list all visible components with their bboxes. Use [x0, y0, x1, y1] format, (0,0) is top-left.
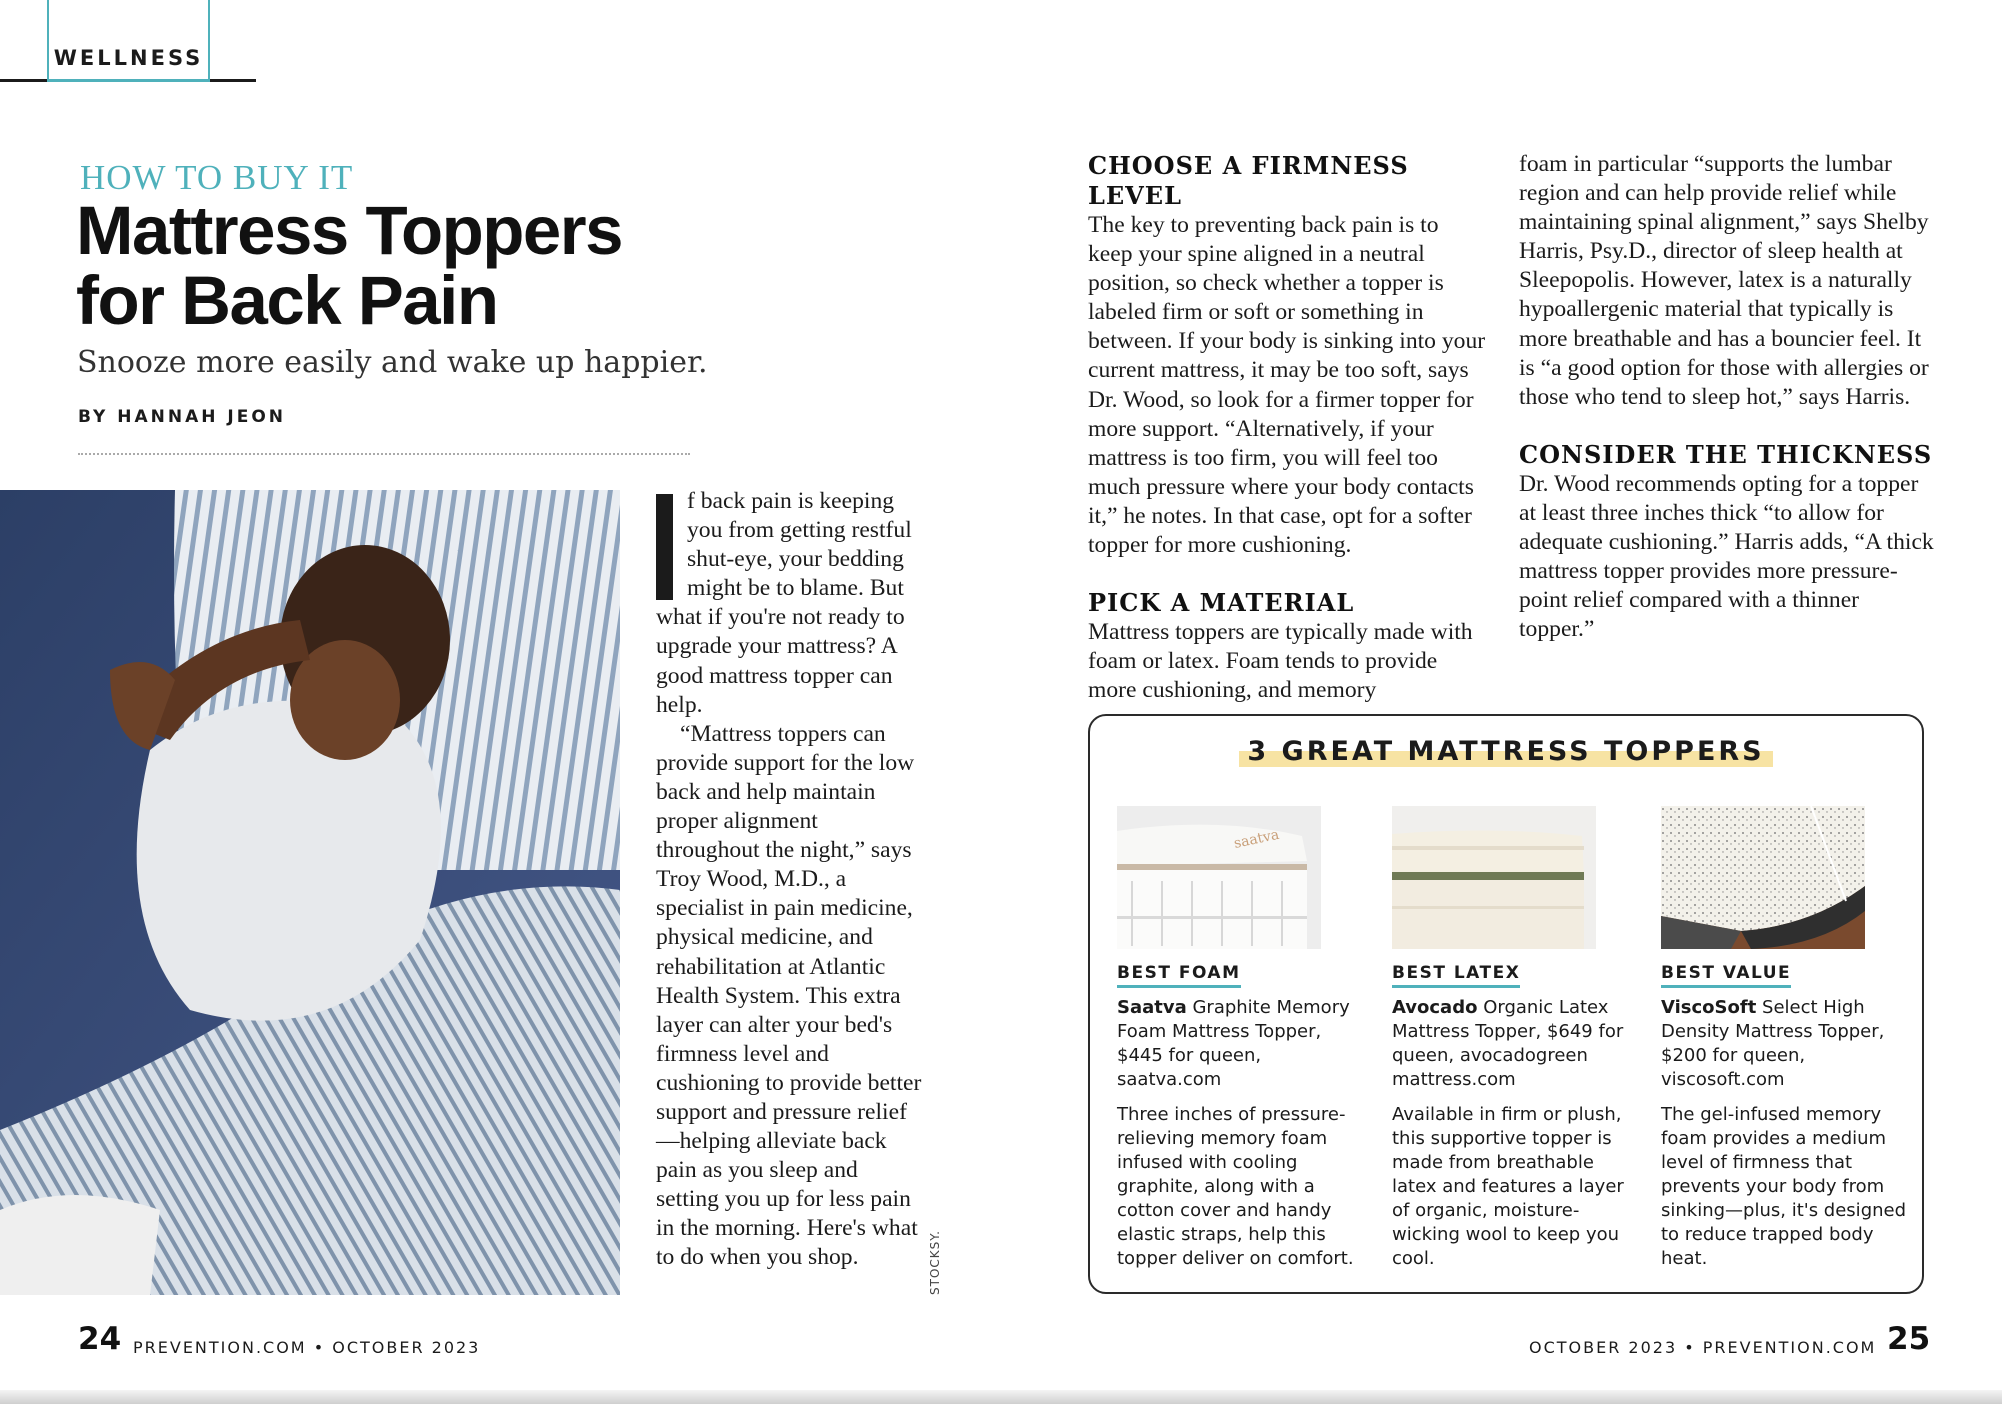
product-image-value — [1661, 806, 1865, 949]
product-card-foam — [1117, 806, 1369, 1271]
gel-topper-illustration — [1661, 806, 1865, 949]
heading-firmness: CHOOSE A FIRMNESS LEVEL — [1088, 151, 1409, 210]
product-brand-latex: Avocado — [1392, 997, 1478, 1018]
product-label-latex: BEST LATEX — [1392, 963, 1520, 988]
svg-text:saatva: saatva — [1232, 826, 1281, 852]
product-desc-value: The gel-infused memory foam provides a medium level of firmness that prevents your body from sinking—plus, it's designed to reduce trapped body heat. — [1661, 1104, 1907, 1269]
foam-topper-illustration — [1117, 806, 1321, 949]
page-number-left: 24 — [78, 1321, 122, 1357]
article-byline: BY HANNAH JEON — [78, 407, 287, 427]
product-box — [1088, 714, 1924, 1294]
product-label-foam: BEST FOAM — [1117, 963, 1241, 988]
hero-photo — [0, 490, 620, 1295]
page-bottom-shadow — [0, 1390, 2002, 1404]
heading-thickness: CONSIDER THE THICKNESS — [1519, 439, 1933, 469]
latex-topper-illustration — [1392, 806, 1596, 949]
product-brand-value: ViscoSoft — [1661, 997, 1757, 1018]
heading-material: PICK A MATERIAL — [1088, 588, 1355, 618]
footer-right-text: OCTOBER 2023 • PREVENTION.COM — [1529, 1338, 1877, 1357]
product-image-foam — [1117, 806, 1321, 949]
article-dek: Snooze more easily and wake up happier. — [77, 345, 708, 380]
right-column — [1519, 150, 1939, 644]
section-tag — [47, 0, 210, 82]
article-kicker: HOW TO BUY IT — [80, 158, 354, 197]
product-card-value — [1661, 806, 1913, 1271]
product-name-latex: Avocado Organic Latex Mattress Topper, $649 for queen, avocadogreen mattress.com — [1392, 997, 1624, 1090]
product-brand-foam: Saatva — [1117, 997, 1187, 1018]
section-tag-label: WELLNESS — [53, 46, 204, 70]
product-name-foam: Saatva Graphite Memory Foam Mattress Topper, $445 for queen, saatva.com — [1117, 997, 1350, 1090]
product-desc-foam: Three inches of pressure-relieving memory foam infused with cooling graphite, along with a cotton cover and handy elastic straps, help this topper deliver on comfort. — [1117, 1104, 1354, 1269]
page-number-right: 25 — [1887, 1321, 1931, 1357]
photo-credit: STOCKSY. — [928, 1230, 942, 1295]
product-desc-latex: Available in firm or plush, this supportive topper is made from breathable latex and features a layer of organic, moisture-wicking wool to keep you cool. — [1392, 1104, 1624, 1269]
product-box-title: 3 GREAT MATTRESS TOPPERS — [1239, 736, 1772, 767]
intro-paragraph-1: f back pain is keeping you from getting restful shut-eye, your bedding might be to blame. But what if you're not ready to upgrade your mattress? A good mattress topper can help. — [656, 488, 912, 718]
drop-cap-i — [656, 494, 673, 600]
intro-paragraph-2: “Mattress toppers can provide support for the low back and help maintain proper alignment throughout the night,” says Troy Wood, M.D., a specialist in pain medicine, physical medicine, and rehabilitation at Atlantic Health System. This extra layer can alter your bed's firmness level and cushioning to provide better support and pressure relief—helping alleviate back pain as you sleep and setting you up for less pain in the morning. Here's what to do when you shop. — [656, 720, 922, 1271]
product-image-latex — [1392, 806, 1596, 949]
footer-left-text: PREVENTION.COM • OCTOBER 2023 — [133, 1338, 481, 1357]
article-title: Mattress Toppers for Back Pain — [76, 192, 623, 339]
material-text-continued: foam in particular “supports the lumbar region and can help provide relief while maintaining spinal alignment,” says Shelby Harris, Psy.D., director of sleep health at Sleepopolis. However, latex is a naturally hypoallergenic material that typically is more breathable and has a bouncier feel. It is “a good option for those with allergies or those who tend to sleep hot,” says Harris. — [1519, 151, 1929, 410]
product-name-value: ViscoSoft Select High Density Mattress Topper, $200 for queen, viscosoft.com — [1661, 997, 1885, 1090]
thickness-text: Dr. Wood recommends opting for a topper at least three inches thick “to allow for adequate cushioning.” Harris adds, “A thick mattress topper provides more pressure-point relief compared with a thinner topper.” — [1519, 470, 1934, 643]
material-text: Mattress toppers are typically made with foam or latex. Foam tends to provide more cushioning, and memory — [1088, 619, 1473, 704]
product-card-latex — [1392, 806, 1644, 1271]
firmness-text: The key to preventing back pain is to keep your spine aligned in a neutral position, so check whether a topper is labeled firm or soft or something in between. If your body is sinking into your current mattress, it may be too soft, says Dr. Wood, so look for a firmer topper for more support. “Alternatively, if your mattress is too firm, you will feel too much pressure where your body contacts it,” he notes. In that case, opt for a softer topper for more cushioning. — [1088, 212, 1486, 559]
intro-column — [656, 487, 924, 1273]
dotted-divider — [78, 453, 690, 455]
sleeping-woman-illustration — [0, 490, 620, 1295]
middle-column — [1088, 151, 1488, 705]
product-label-value: BEST VALUE — [1661, 963, 1791, 988]
